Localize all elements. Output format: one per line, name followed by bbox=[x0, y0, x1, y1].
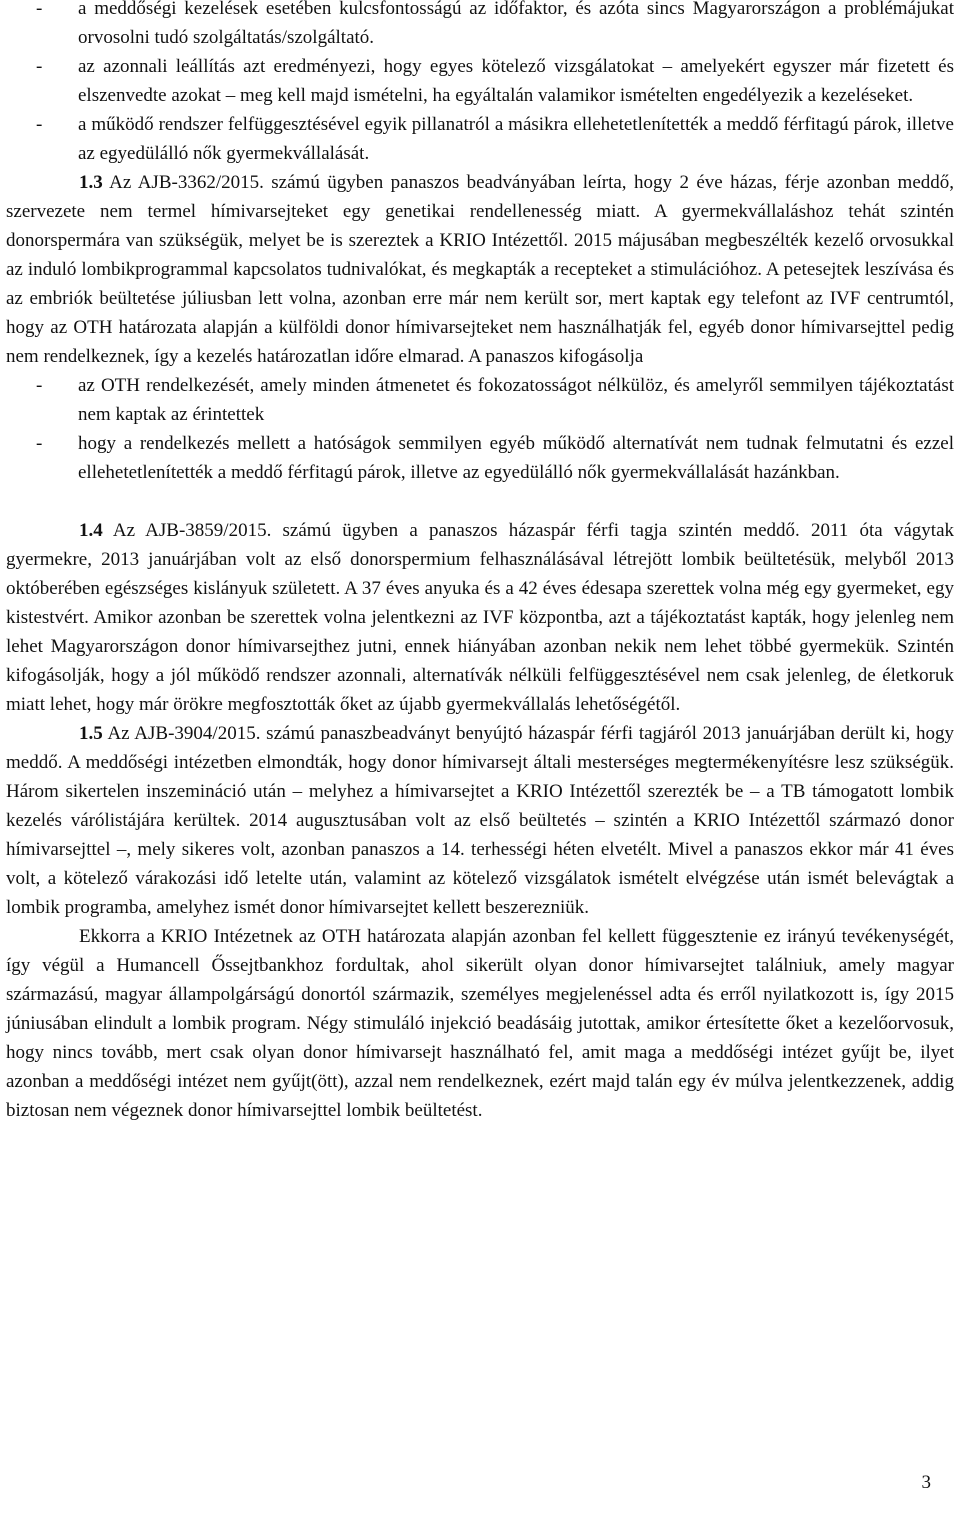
section-number: 1.4 bbox=[79, 520, 103, 541]
list-item-text: hogy a rendelkezés mellett a hatóságok semmilyen egyéb működő alternatívát nem tudnak felmutatni és ezzel ellehetetlenítették a meddő férfitagú párok, illetve az egyedülálló nők gyermekvállalását hazánkban. bbox=[78, 433, 954, 483]
section-1-3-paragraph bbox=[6, 168, 954, 371]
list-item bbox=[6, 0, 954, 52]
bullet-dash: - bbox=[36, 433, 43, 454]
list-item-text: a működő rendszer felfüggesztésével egyik pillanatról a másikra ellehetetlenítették a meddő férfitagú párok, illetve az egyedülálló nők gyermekvállalását. bbox=[78, 114, 954, 164]
section-1-5-paragraph bbox=[6, 719, 954, 922]
bullet-dash: - bbox=[36, 56, 43, 77]
list-item bbox=[6, 110, 954, 168]
closing-paragraph: Ekkorra a KRIO Intézetnek az OTH határozata alapján azonban fel kellett függesztenie ez irányú tevékenységét, így végül a Humancell Őssejtbankhoz fordultak, ahol sikerült olyan donor hímivarsejtet találniuk, amely magyar származású, magyar állampolgárságú donortól származik, személyes megjelenéssel adta és erről nyilatkozott is, így 2015 júniusában elindult a lombik program. Négy stimuláló injekció beadásáig jutottak, amikor értesítette őket a kezelőorvosuk, hogy nincs tovább, mert csak olyan donor hímivarsejt használható fel, amit maga a meddőségi intézet gyűjt be, ilyet azonban a meddőségi intézet nem gyűjt(ött), azzal nem rendelkeznek, ezért majd talán egy év múlva jelentkezzenek, addig biztosan nem végeznek donor hímivarsejttel lombik beültetést. bbox=[6, 926, 954, 1121]
list-item bbox=[6, 371, 954, 429]
section-text: Az AJB-3859/2015. számú ügyben a panaszos házaspár férfi tagja szintén meddő. 2011 óta vágytak gyermekre, 2013 januárjában volt az első donorspermium felhasználásával létrejött lombik beültetésük, melyből 2013 októberében egészséges kislányuk született. A 37 éves anyuka és a 42 éves édesapa szerettek volna még egy gyermeket, egy kistestvért. Amikor azonban be szerettek volna jelentkezni az IVF központba, azt a tájékoztatást kapták, hogy jelenleg nem lehet Magyarországon donor hímivarsejthez jutni, ennek hiányában azonban nekik nem lehet többé gyermekük. Szintén kifogásolják, hogy a jól működő rendszer azonnali, alternatívák nélküli felfüggesztésével nem csak jelenleg, de életkoruk miatt lehet, hogy már örökre megfosztották őket az újabb gyermekvállalás lehetőségétől. bbox=[6, 520, 955, 715]
page-number: 3 bbox=[921, 1472, 931, 1493]
section-number: 1.3 bbox=[79, 172, 103, 193]
list-item-text: az azonnali leállítás azt eredményezi, hogy egyes kötelező vizsgálatokat – amelyekért egyszer már fizetett és elszenvedte azokat – meg kell majd ismételni, ha egyáltalán valamikor ismételten engedélyezik a kezeléseket. bbox=[78, 56, 954, 106]
bullet-dash: - bbox=[36, 375, 43, 396]
bullet-dash: - bbox=[36, 114, 43, 135]
list-item-text: az OTH rendelkezését, amely minden átmenetet és fokozatosságot nélkülöz, és amelyről semmilyen tájékoztatást nem kaptak az érintettek bbox=[78, 375, 954, 425]
list-item-text: a meddőségi kezelések esetében kulcsfontosságú az időfaktor, és azóta sincs Magyarországon a problémájukat orvosolni tudó szolgáltatás/szolgáltató. bbox=[78, 0, 954, 48]
list-item bbox=[6, 52, 954, 110]
section-text: Az AJB-3904/2015. számú panaszbeadványt benyújtó házaspár férfi tagjáról 2013 januárjában derült ki, hogy meddő. A meddőségi intézetben elmondták, hogy donor hímivarsejt általi mesterséges megtermékenyítésre lesz szükségük. Három sikertelen inszemináció után – melyhez a hímivarsejtet a KRIO Intézettől szerezték be – a TB támogatott lombik kezelés várólistájára kerültek. 2014 augusztusában volt az első beültetés – szintén a KRIO Intézettől származó donor hímivarsejttel –, mely sikeres volt, azonban panaszos a 14. terhességi héten elvetélt. Mivel a panaszos ekkor már 41 éves volt, a kötelező várakozási idő letelte után, valamint az kötelező vizsgálatok ismételt elvégzése után ismét belevágtak a lombik programba, amelyhez ismét donor hímivarsejtet kellett beszerezniük. bbox=[6, 723, 955, 918]
section-1-4-paragraph bbox=[6, 516, 954, 719]
section-number: 1.5 bbox=[79, 723, 103, 744]
list-item bbox=[6, 429, 954, 487]
bullet-dash: - bbox=[36, 0, 43, 19]
section-text: Az AJB-3362/2015. számú ügyben panaszos beadványában leírta, hogy 2 éve házas, férje azonban meddő, szervezete nem termel hímivarsejteket egy genetikai rendellenesség miatt. A gyermekvállaláshoz tehát szintén donorspermára van szükségük, melyet be is szereztek a KRIO Intézettől. 2015 májusában megbeszélték kezelő orvosukkal az induló lombikprogrammal kapcsolatos tudnivalókat, és megkapták a recepteket a stimulációhoz. A petesejtek leszívása és az embriók beültetése júliusban lett volna, azonban erre már nem került sor, mert kaptak egy telefont az IVF centrumtól, hogy az OTH határozata alapján a külföldi donor hímivarsejteket nem használhatják fel, egyéb donor hímivarsejttel pedig nem rendelkeznek, így a kezelés határozatlan időre elmarad. A panaszos kifogásolja bbox=[6, 172, 955, 367]
document-body bbox=[6, 0, 954, 1125]
